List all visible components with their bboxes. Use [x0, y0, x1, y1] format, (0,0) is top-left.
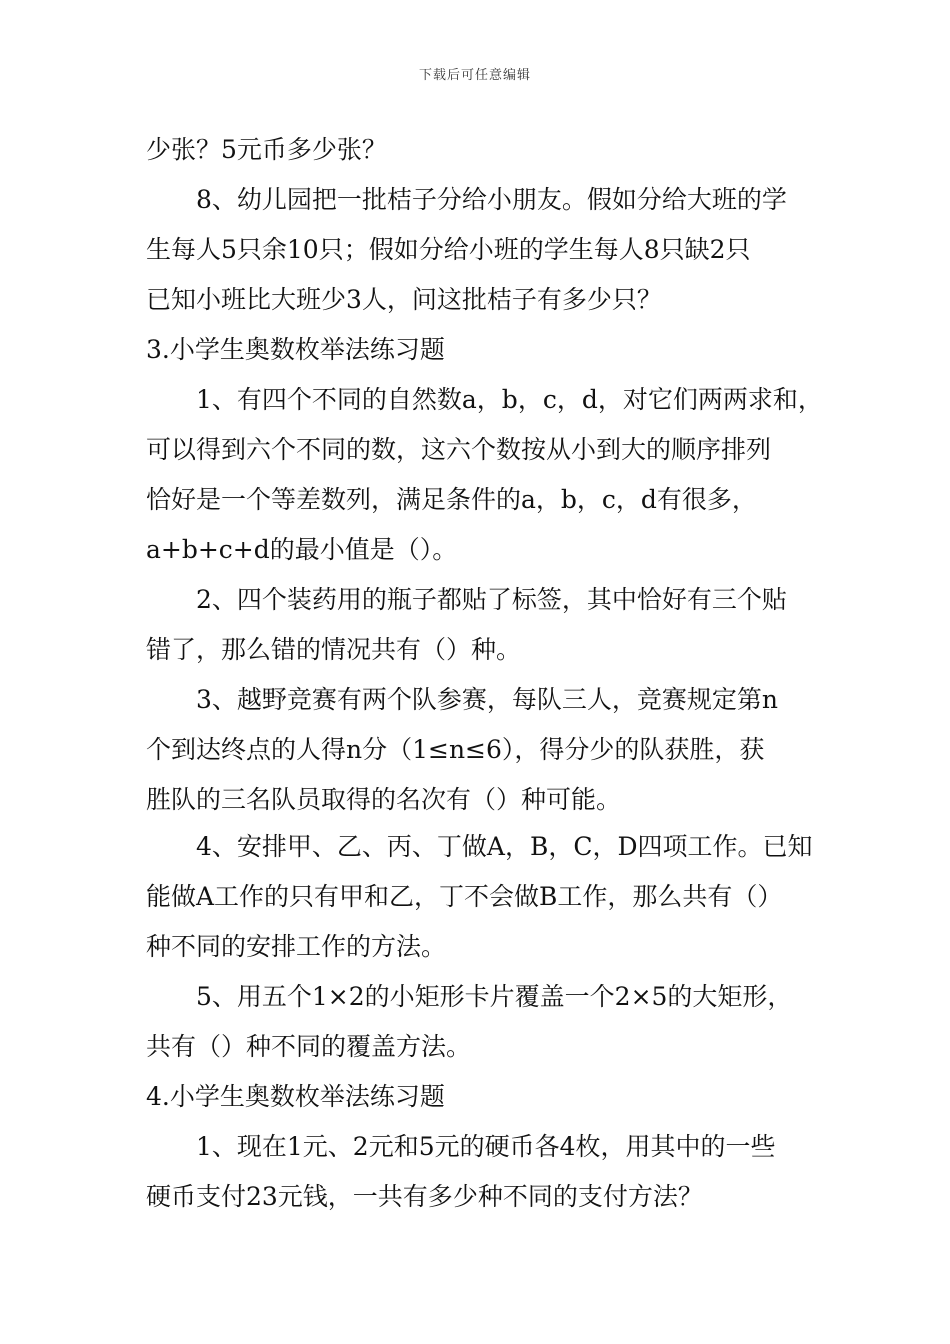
text-line: 5、用五个1×2的小矩形卡片覆盖一个2×5的大矩形，	[196, 982, 793, 1011]
text-line: 胜队的三名队员取得的名次有（）种可能。	[146, 785, 622, 814]
text-line: 个到达终点的人得n分（1≤n≤6），得分少的队获胜，获	[146, 735, 765, 764]
text-line: 1、有四个不同的自然数a，b，c，d，对它们两两求和，	[196, 385, 823, 414]
text-line: 种不同的安排工作的方法。	[146, 932, 447, 961]
text-line: 8、幼儿园把一批桔子分给小朋友。假如分给大班的学	[196, 185, 787, 214]
text-line: 共有（）种不同的覆盖方法。	[146, 1032, 472, 1061]
text-line: 3、越野竞赛有两个队参赛，每队三人，竞赛规定第n	[196, 685, 779, 714]
text-line: 少张？5元币多少张？	[146, 135, 387, 164]
text-line: 已知小班比大班少3人，问这批桔子有多少只？	[146, 285, 662, 314]
section-heading: 4.小学生奥数枚举法练习题	[146, 1082, 445, 1111]
text-line: 能做A工作的只有甲和乙，丁不会做B工作，那么共有（）	[146, 882, 783, 911]
text-line: 1、现在1元、2元和5元的硬币各4枚，用其中的一些	[196, 1132, 776, 1161]
text-line: 4、安排甲、乙、丙、丁做A，B，C，D四项工作。已知	[196, 832, 813, 861]
text-line: 恰好是一个等差数列，满足条件的a，b，c，d有很多，	[146, 485, 757, 514]
text-line: 硬币支付23元钱，一共有多少种不同的支付方法？	[146, 1182, 703, 1211]
text-line: a+b+c+d的最小值是（）。	[146, 535, 458, 564]
text-line: 2、四个装药用的瓶子都贴了标签，其中恰好有三个贴	[196, 585, 787, 614]
text-line: 生每人5只余10只；假如分给小班的学生每人8只缺2只	[146, 235, 751, 264]
section-heading: 3.小学生奥数枚举法练习题	[146, 335, 445, 364]
text-line: 错了，那么错的情况共有（）种。	[146, 635, 522, 664]
page-header: 下载后可任意编辑	[418, 68, 531, 83]
text-line: 可以得到六个不同的数，这六个数按从小到大的顺序排列	[146, 435, 772, 464]
